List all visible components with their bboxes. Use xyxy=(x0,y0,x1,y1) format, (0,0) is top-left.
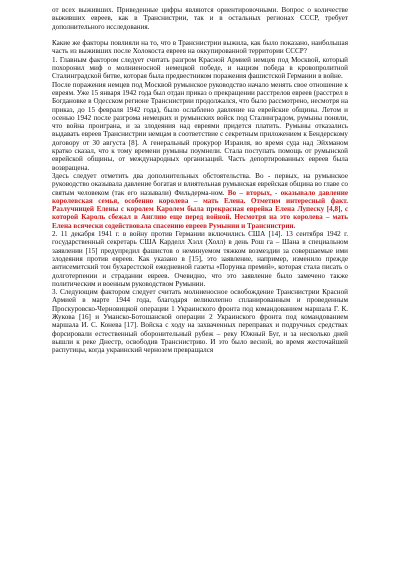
highlighted-royal-family-text: Во – вторых, - оказывало давление королевская семья, особенно королева – мать Елена. Отметим интересный факт. Разлучницей Елены с королем Каролем была прекрасная еврейка Елена Лупеску [4,8], с которой Кароль сбежал в Англию еще перед войной. Несмотря на это королева – мать Елена всячески содействовала спасению евреев Румынии и Транснистрии. xyxy=(52,188,348,230)
circumstances-text: Здесь следует отметить два дополнительных обстоятельства. Во - первых, на румынское руководство оказывала давление богатая и влиятельная румынская еврейская община во главе со святым человеком (так его называли) Фильдерма-ном. xyxy=(52,171,348,197)
paragraph-survivors-note: от всех выживших. Приведенные цифры являются ориентировочными. Вопрос о количестве выживших евреев, как в Транснистрии, так и в остальных регионах СССР, требует дополнительного исследования. xyxy=(52,6,348,31)
paragraph-gap xyxy=(52,31,348,39)
paragraph-factor-1: 1. Главным фактором следует считать разгром Красной Армией немцев под Москвой, который похоронил миф о молниеносной немецкой победе, и нацизм победа в кровопролитной Сталинградской битве, которая была предвестником поражения фашистской Германии в войне. xyxy=(52,55,348,81)
paragraph-additional-circumstances xyxy=(52,172,348,230)
paragraph-question: Какие же факторы повлияли на то, что в Транснистрии выжила, как было показано, наибольшая часть из выживших после Холокоста евреев на оккупированной территории СССР? xyxy=(52,39,348,56)
paragraph-factor-3: 3. Следующим фактором следует считать молниеносное освобождение Транснистрии Красной Армией в марте 1944 года, благодаря великолепно спланированным и проведенным Проскуровско-Черновицкой операции 1 Украинского фронта под командованием маршала Г. К. Жукова [16] и Уманско-Ботошанской операции 2 Украинского фронта под командованием маршала И. С. Конева [17]. Войска с ходу на захваченных переправах и подручных средствах форсировали естественный оборонительный рубеж – реку Южный Буг, и за несколько дней вышли к реке Днестр, освободив Транснистрию. И это было весной, во время жесточайшей распутицы, когда украинский чернозем превращался xyxy=(52,288,348,355)
paragraph-factor-2: 2. 11 декабря 1941 г. в войну против Германии включились США [14]. 13 сентября 1942 г. государственный секретарь США Карделл Хэлл (Холл) в день Рош га – Шана в специальном заявлении [15] предупредил фашистов о неминуемом тяжком возмездии за совершаемые ими злодеяния против евреев. Как указано в [15], это заявление, например, изменило прежде антисемитский тон бухарестской ежедневной газеты «Порунка премий», которая стала писать о долготерпении и страдании евреев. Очевидно, что это заявление было замечено также политическим и военным руководством Румынии. xyxy=(52,230,348,288)
paragraph-romanian-policy: После поражения немцев под Москвой румынское руководство начало менять свое отношение к евреям. Уже 15 января 1942 года был отдан приказ о прекращении расстрелов евреев (расстрел в Богдановке в Одесском регионе Транснистрии продолжался, что было рассмотрено, несмотря на приказ, до 15 февраля 1942 года), было ослаблено давление на еврейские общины. Летом и осенью 1942 после разгрома немецких и румынских войск под Сталинградом, румыны поняли, что война проиграна, и за злодеяния над евреями придется платить. Румыны отказались выдавать евреев Транснистрии немцам в соответствие с секретным приложением к Бендерскому договору от 30 августа [8]. А генеральный прокурор Израиля, во время суда над Эйхманом кратко сказал, что к тому времени румыны поумнели. Стала поступать помощь от румынской еврейской общины, от международных организаций. Часть депортированных евреев была возвращена. xyxy=(52,80,348,172)
